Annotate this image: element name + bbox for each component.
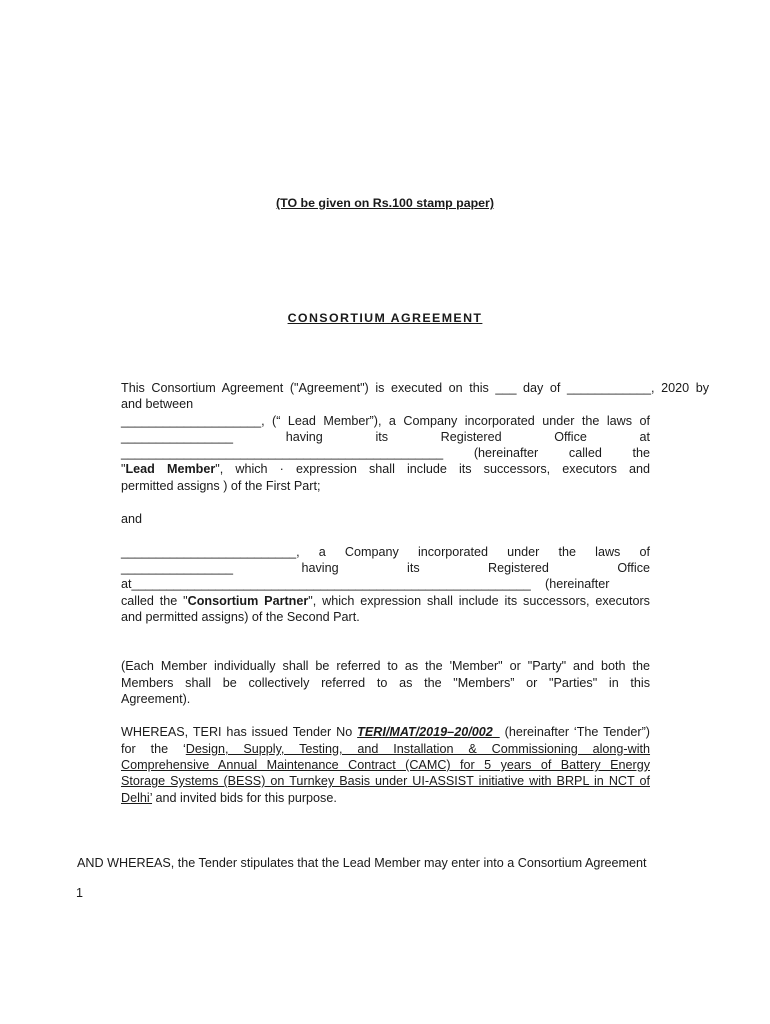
delhi: Delhi’ (121, 791, 153, 805)
and-text: and (121, 512, 143, 526)
whereas-line-1 (121, 724, 650, 740)
whereas-line-2 (121, 741, 650, 757)
office: Office (554, 430, 587, 444)
post: (hereinafter ‘The Tender”) (499, 725, 650, 739)
office: Office (617, 561, 650, 575)
intro-line-1: This Consortium Agreement ("Agreement") is executed on this ___ day of ____________, 2020 by (121, 381, 709, 395)
registered: Registered (440, 430, 502, 444)
registered: Registered (488, 561, 549, 575)
quote: " (121, 462, 126, 476)
pre: called the " (121, 594, 188, 608)
each-line-1: (Each Member individually shall be referred to as the 'Member" or "Party" and both the (121, 659, 650, 673)
document-title: CONSORTIUM AGREEMENT (287, 311, 483, 325)
second-line-1: _________________________, a Company incorporated under the laws of (121, 545, 650, 559)
whereas-line-5 (121, 790, 337, 806)
second-line-2 (121, 560, 650, 576)
its: its (375, 430, 389, 444)
intro-line-4 (121, 429, 650, 445)
intro-line-2: and between (121, 397, 194, 411)
rest: ", which · expression shall include its successors, executors and (215, 462, 650, 476)
lead-member-bold: Lead Member (125, 462, 216, 476)
blank: ________________ (121, 561, 234, 575)
at: at (639, 430, 651, 444)
pre: for the ‘ (121, 742, 186, 756)
consortium-partner-bold: Consortium Partner (187, 594, 309, 608)
rest: ", which expression shall include its successors, executors (308, 594, 650, 608)
having: having (285, 430, 323, 444)
blank: ________________ (121, 430, 234, 444)
whereas-line-3: Comprehensive Annual Maintenance Contract (CAMC) for 5 years of Battery Energy (121, 758, 650, 772)
second-line-5: and permitted assigns) of the Second Part. (121, 610, 360, 624)
intro-line-6 (121, 461, 650, 477)
intro-line-5: ______________________________________________ (hereinafter called the (121, 446, 650, 460)
having: having (301, 561, 339, 575)
second-line-3-hereinafter: (hereinafter (545, 577, 610, 591)
intro-line-3: ____________________, (“ Lead Member”), a Company incorporated under the laws of (121, 414, 650, 428)
whereas-line-4: Storage Systems (BESS) on Turnkey Basis under UI-ASSIST initiative with BRPL in NCT of (121, 774, 650, 788)
stamp-note: (TO be given on Rs.100 stamp paper) (275, 196, 495, 210)
post: and invited bids for this purpose. (152, 791, 337, 805)
page-number: 1 (76, 886, 84, 900)
its: its (407, 561, 420, 575)
each-line-3: Agreement). (121, 692, 191, 706)
each-line-2: Members shall be collectively referred to as the "Members” or "Parties" in this (121, 676, 650, 690)
second-line-4 (121, 593, 650, 609)
tender-number: TERI/MAT/2019–20/002_ (357, 725, 500, 739)
pre: WHEREAS, TERI has issued Tender No (121, 725, 358, 739)
and-whereas: AND WHEREAS, the Tender stipulates that the Lead Member may enter into a Consortium Agreement (77, 856, 647, 870)
intro-line-7: permitted assigns ) of the First Part; (121, 479, 321, 493)
second-line-3-at: at_________________________________________________________ (121, 577, 531, 591)
underlined: Design, Supply, Testing, and Installation & Commissioning along-with (185, 742, 651, 756)
